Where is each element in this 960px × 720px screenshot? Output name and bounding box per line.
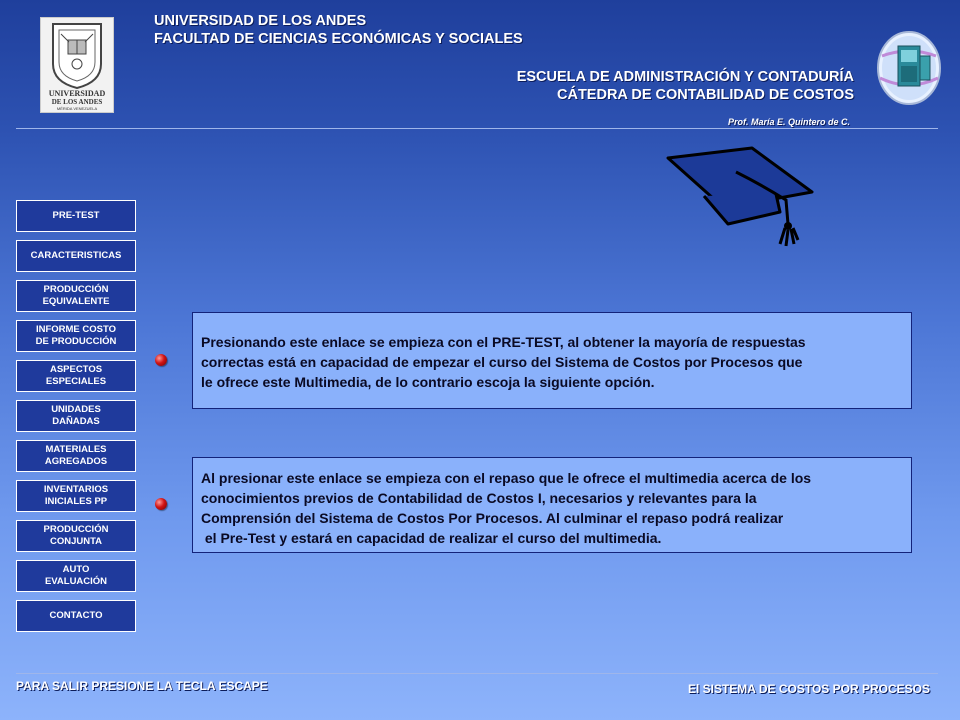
nav-caracteristicas[interactable]: CARACTERISTICAS	[16, 240, 136, 272]
box2-line: Comprensión del Sistema de Costos Por Procesos. Al culminar el repaso podrá realizar	[201, 510, 784, 526]
school-name: ESCUELA DE ADMINISTRACIÓN Y CONTADURÍA	[516, 69, 854, 85]
review-info-box	[192, 457, 912, 553]
nav-produccion-conjunta[interactable]: PRODUCCIÓN CONJUNTA	[16, 520, 136, 552]
nav-produccion-equivalente[interactable]: PRODUCCIÓN EQUIVALENTE	[16, 280, 136, 312]
school-header	[517, 68, 854, 104]
header-divider	[16, 128, 938, 129]
box1-line: correctas está en capacidad de empezar el curso del Sistema de Costos por Procesos que	[201, 354, 803, 370]
review-link-bullet[interactable]	[155, 498, 167, 510]
pre-test-info-box	[192, 312, 912, 409]
logo-line-1: UNIVERSIDAD	[48, 89, 106, 98]
university-header	[154, 12, 523, 48]
box2-line: el Pre-Test y estará en capacidad de realizar el curso del multimedia.	[201, 530, 662, 546]
faculty-name: FACULTAD DE CIENCIAS ECONÓMICAS Y SOCIALES	[154, 31, 523, 47]
globe-icon	[878, 32, 940, 104]
box1-line: Presionando este enlace se empieza con el PRE-TEST, al obtener la mayoría de respuestas	[201, 334, 806, 350]
nav-inventarios-iniciales[interactable]: INVENTARIOS INICIALES PP	[16, 480, 136, 512]
system-title: El SISTEMA DE COSTOS POR PROCESOS	[687, 682, 930, 696]
shield-icon	[53, 24, 101, 88]
nav-pre-test[interactable]: PRE-TEST	[16, 200, 136, 232]
nav-contacto[interactable]: CONTACTO	[16, 600, 136, 632]
nav-informe-costo[interactable]: INFORME COSTO DE PRODUCCIÓN	[16, 320, 136, 352]
exit-hint: PARA SALIR PRESIONE LA TECLA ESCAPE	[16, 679, 268, 693]
logo-line-2: DE LOS ANDES	[51, 98, 103, 106]
university-name: UNIVERSIDAD DE LOS ANDES	[154, 13, 367, 29]
nav-unidades-danadas[interactable]: UNIDADES DAÑADAS	[16, 400, 136, 432]
graduation-cap-icon	[664, 144, 814, 250]
pre-test-link-bullet[interactable]	[155, 354, 167, 366]
box2-line: conocimientos previos de Contabilidad de Costos I, necesarios y relevantes para la	[201, 490, 757, 506]
professor-name: Prof. María E. Quintero de C.	[727, 117, 850, 127]
chair-name: CÁTEDRA DE CONTABILIDAD DE COSTOS	[557, 87, 854, 103]
box2-line: Al presionar este enlace se empieza con el repaso que le ofrece el multimedia acerca de los	[201, 470, 812, 486]
multimedia-logo	[874, 26, 944, 108]
university-logo	[40, 17, 114, 113]
nav-auto-evaluacion[interactable]: AUTO EVALUACIÓN	[16, 560, 136, 592]
box1-line: le ofrece este Multimedia, de lo contrario escoja la siguiente opción.	[201, 374, 655, 390]
nav-aspectos-especiales[interactable]: ASPECTOS ESPECIALES	[16, 360, 136, 392]
footer-divider	[16, 673, 938, 674]
logo-line-3: MÉRIDA VENEZUELA	[56, 106, 98, 111]
nav-materiales-agregados[interactable]: MATERIALES AGREGADOS	[16, 440, 136, 472]
